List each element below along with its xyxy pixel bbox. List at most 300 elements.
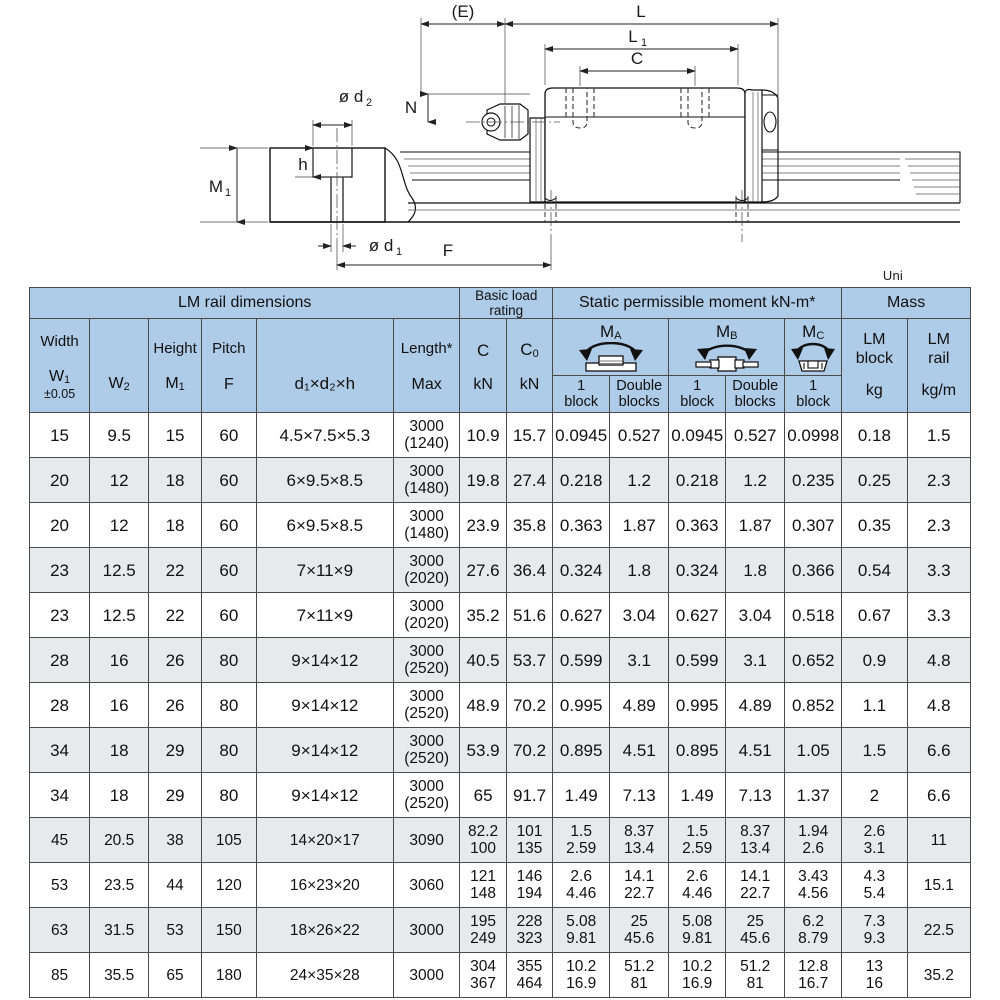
cell-line: 12.8 — [798, 957, 829, 975]
cell-ma-1block: 0.627 — [553, 593, 610, 638]
cell-line: 135 — [516, 840, 543, 858]
table-row — [30, 773, 971, 818]
cell-line: 4.56 — [798, 885, 829, 903]
cell-f: 60 — [201, 413, 256, 458]
cell-f: 60 — [201, 548, 256, 593]
cell-hole-dims: 7×11×9 — [256, 548, 393, 593]
cell-mc-1block — [785, 908, 842, 953]
cell-mb-double: 0.527 — [726, 413, 785, 458]
cell-length — [393, 638, 460, 683]
cell-ma-double: 4.89 — [610, 683, 669, 728]
col-header-c-unit: kN — [473, 375, 493, 393]
cell-w1: 23 — [30, 548, 90, 593]
cell-c: 40.5 — [460, 638, 506, 683]
group-header-lm-rail-dimensions: LM rail dimensions — [30, 288, 460, 319]
dim-label-L1-sub: 1 — [640, 37, 648, 49]
cell-length — [393, 548, 460, 593]
cell-w1: 28 — [30, 683, 90, 728]
col-header-pitch-symbol: F — [223, 375, 234, 393]
col-header-hole-dims — [256, 319, 393, 413]
cell-c: 35.2 — [460, 593, 506, 638]
col-header-c-label: C — [476, 340, 490, 360]
cell-line: 16 — [865, 975, 883, 993]
mc-moment-icon — [787, 342, 839, 372]
mb-moment-icon — [681, 342, 773, 372]
cell-mb-double: 4.51 — [726, 728, 785, 773]
cell-ma-double: 4.51 — [610, 728, 669, 773]
cell-w2: 12 — [90, 503, 149, 548]
group-header-row — [30, 288, 971, 319]
length-max: 3000 — [409, 643, 444, 661]
cell-mass-lm-block: 0.25 — [842, 458, 907, 503]
cell-w1: 53 — [30, 863, 90, 908]
length-max: 3000 — [409, 966, 444, 984]
cell-w1: 20 — [30, 503, 90, 548]
cell-w1: 20 — [30, 458, 90, 503]
cell-line: 249 — [470, 930, 497, 948]
cell-c: 48.9 — [460, 683, 506, 728]
cell-length — [393, 503, 460, 548]
cell-length — [393, 908, 460, 953]
cell-mc-1block: 1.05 — [785, 728, 842, 773]
cell-w2: 18 — [90, 728, 149, 773]
cell-mass-lm-rail: 3.3 — [907, 593, 970, 638]
cell-mass-lm-block: 0.67 — [842, 593, 907, 638]
ma-moment-icon — [565, 342, 657, 372]
col-header-lm-block-unit: kg — [865, 382, 883, 400]
cell-line: 2.59 — [566, 840, 597, 858]
length-max: 3000 — [409, 598, 444, 616]
cell-mb-double: 3.04 — [726, 593, 785, 638]
length-standard: (2520) — [404, 750, 450, 768]
cell-line: 14.1 — [624, 867, 655, 885]
cell-w2: 12 — [90, 458, 149, 503]
table-row — [30, 818, 971, 863]
cell-ma-double — [610, 863, 669, 908]
length-max: 3000 — [409, 508, 444, 526]
cell-line: 8.37 — [740, 822, 771, 840]
cell-mb-1block — [669, 818, 726, 863]
mb-double-l2: blocks — [734, 394, 776, 411]
cell-mc-1block: 0.366 — [785, 548, 842, 593]
col-header-c — [460, 319, 506, 413]
col-header-w2 — [90, 319, 149, 413]
col-header-length-symbol: Max — [411, 375, 442, 393]
col-header-lm-rail-unit: kg/m — [921, 382, 957, 400]
cell-length — [393, 773, 460, 818]
cell-w2: 31.5 — [90, 908, 149, 953]
cell-ma-1block: 0.218 — [553, 458, 610, 503]
cell-ma-double — [610, 818, 669, 863]
cell-mb-double: 3.1 — [726, 638, 785, 683]
length-max: 3000 — [409, 921, 444, 939]
cell-m1: 18 — [149, 458, 202, 503]
group-header-mass: Mass — [842, 288, 971, 319]
col-header-ma-double — [610, 376, 669, 413]
col-header-mc-symbol: MC — [802, 322, 825, 343]
cell-c0 — [506, 908, 552, 953]
cell-w2: 23.5 — [90, 863, 149, 908]
col-header-height-label: Height — [153, 339, 197, 357]
col-header-lm-block-l2: block — [855, 349, 894, 367]
col-header-height-symbol: M1 — [165, 375, 185, 394]
cell-mb-1block: 0.0945 — [669, 413, 726, 458]
cell-w2: 35.5 — [90, 953, 149, 998]
cell-mc-1block — [785, 863, 842, 908]
dim-label-d1: ø d — [368, 236, 394, 255]
cell-c0: 27.4 — [506, 458, 552, 503]
cell-mc-1block: 0.518 — [785, 593, 842, 638]
cell-mc-1block — [785, 953, 842, 998]
cell-c — [460, 818, 506, 863]
cell-line: 9.81 — [566, 930, 597, 948]
cell-w1: 15 — [30, 413, 90, 458]
ma-double-l1: Double — [616, 377, 663, 394]
col-header-hole-dims-symbol: d₁×d₂×h — [294, 374, 356, 394]
cell-c0: 70.2 — [506, 728, 552, 773]
length-standard: (2020) — [404, 570, 450, 588]
col-header-ma-symbol: MA — [599, 322, 622, 343]
cell-mc-1block — [785, 818, 842, 863]
cell-w2: 12.5 — [90, 593, 149, 638]
cell-length — [393, 953, 460, 998]
col-header-lm-rail-l2: rail — [928, 349, 950, 367]
mb-double-l1: Double — [732, 377, 779, 394]
cell-hole-dims: 6×9.5×8.5 — [256, 458, 393, 503]
cell-w2: 12.5 — [90, 548, 149, 593]
cell-line: 5.08 — [682, 912, 713, 930]
length-max: 3000 — [409, 463, 444, 481]
col-header-c0 — [506, 319, 552, 413]
cell-c: 23.9 — [460, 503, 506, 548]
cell-f: 150 — [201, 908, 256, 953]
cell-line: 16.9 — [682, 975, 713, 993]
col-header-mb-symbol: MB — [715, 322, 738, 343]
cell-mass-lm-rail: 2.3 — [907, 503, 970, 548]
col-header-mb-double — [726, 376, 785, 413]
drawing-svg — [0, 0, 1000, 282]
cell-c: 65 — [460, 773, 506, 818]
cell-line: 228 — [516, 912, 543, 930]
unit-note: Uni — [882, 268, 903, 283]
cell-hole-dims: 16×23×20 — [256, 863, 393, 908]
group-header-basic-load-rating: Basic load rating — [460, 288, 553, 319]
cell-mb-double: 7.13 — [726, 773, 785, 818]
table-row — [30, 413, 971, 458]
cell-hole-dims: 4.5×7.5×5.3 — [256, 413, 393, 458]
dim-label-h: h — [298, 155, 308, 174]
cell-m1: 38 — [149, 818, 202, 863]
cell-mass-lm-block: 2 — [842, 773, 907, 818]
cell-mb-1block: 0.895 — [669, 728, 726, 773]
cell-m1: 22 — [149, 548, 202, 593]
cell-line: 367 — [470, 975, 497, 993]
cell-w1: 34 — [30, 728, 90, 773]
cell-mass-lm-rail: 15.1 — [907, 863, 970, 908]
cell-line: 25 — [746, 912, 764, 930]
cell-m1: 65 — [149, 953, 202, 998]
cell-mb-1block — [669, 863, 726, 908]
cell-w1: 85 — [30, 953, 90, 998]
cell-hole-dims: 24×35×28 — [256, 953, 393, 998]
cell-hole-dims: 7×11×9 — [256, 593, 393, 638]
cell-line: 1.94 — [798, 822, 829, 840]
cell-f: 60 — [201, 593, 256, 638]
col-header-moment-ma — [553, 319, 669, 376]
cell-mc-1block: 1.37 — [785, 773, 842, 818]
cell-mb-1block: 0.995 — [669, 683, 726, 728]
length-standard: (2520) — [404, 705, 450, 723]
cell-line: 81 — [630, 975, 648, 993]
col-header-pitch-label: Pitch — [212, 339, 246, 357]
group-header-static-permissible-moment: Static permissible moment kN-m* — [553, 288, 842, 319]
cell-line: 16.7 — [798, 975, 829, 993]
dim-label-M1: M — [208, 177, 224, 196]
cell-ma-1block — [553, 863, 610, 908]
cell-c — [460, 908, 506, 953]
cell-w2: 16 — [90, 638, 149, 683]
length-max: 3000 — [409, 733, 444, 751]
cell-f: 80 — [201, 728, 256, 773]
cell-hole-dims: 9×14×12 — [256, 773, 393, 818]
cell-line: 51.2 — [624, 957, 655, 975]
cell-ma-1block: 0.895 — [553, 728, 610, 773]
spec-table-body — [30, 413, 971, 998]
dim-label-d2: ø d — [338, 87, 364, 106]
dim-label-L1: L — [628, 27, 638, 46]
cell-line: 323 — [516, 930, 543, 948]
cell-line: 2.6 — [570, 867, 592, 885]
col-header-lm-block-l1: LM — [863, 331, 886, 349]
cell-f: 80 — [201, 683, 256, 728]
cell-w1: 63 — [30, 908, 90, 953]
cell-line: 101 — [516, 822, 543, 840]
length-max: 3000 — [409, 688, 444, 706]
cell-mb-double — [726, 818, 785, 863]
cell-w2: 18 — [90, 773, 149, 818]
cell-ma-double — [610, 953, 669, 998]
cell-line: 121 — [470, 867, 497, 885]
cell-line: 14.1 — [740, 867, 771, 885]
cell-f: 80 — [201, 773, 256, 818]
cell-mb-double — [726, 863, 785, 908]
dim-label-F: F — [442, 241, 454, 260]
cell-line: 8.79 — [798, 930, 829, 948]
cell-mass-lm-rail: 3.3 — [907, 548, 970, 593]
cell-mass-lm-rail: 2.3 — [907, 458, 970, 503]
cell-ma-1block: 0.995 — [553, 683, 610, 728]
cell-line: 3.1 — [863, 840, 886, 858]
cell-mass-lm-block — [842, 908, 907, 953]
cell-mass-lm-rail: 4.8 — [907, 638, 970, 683]
cell-line: 4.3 — [863, 867, 886, 885]
cell-mass-lm-rail: 22.5 — [907, 908, 970, 953]
cell-line: 2.59 — [682, 840, 713, 858]
cell-ma-1block — [553, 953, 610, 998]
cell-line: 22.7 — [624, 885, 655, 903]
cell-mb-double: 4.89 — [726, 683, 785, 728]
cell-line: 51.2 — [740, 957, 771, 975]
cell-mb-1block: 0.627 — [669, 593, 726, 638]
col-header-moment-mc — [785, 319, 842, 376]
cell-mass-lm-block: 0.54 — [842, 548, 907, 593]
cell-c0: 53.7 — [506, 638, 552, 683]
cell-hole-dims: 9×14×12 — [256, 638, 393, 683]
cell-c0 — [506, 953, 552, 998]
col-header-ma-1block — [553, 376, 610, 413]
cell-m1: 22 — [149, 593, 202, 638]
cell-f: 180 — [201, 953, 256, 998]
ma-double-l2: blocks — [618, 394, 660, 411]
mb-1block-l2: block — [680, 394, 715, 411]
cell-mb-1block: 1.49 — [669, 773, 726, 818]
cell-line: 148 — [470, 885, 497, 903]
cell-line: 2.6 — [863, 822, 886, 840]
cell-line: 25 — [630, 912, 648, 930]
table-row — [30, 863, 971, 908]
cell-f: 80 — [201, 638, 256, 683]
cell-w1: 28 — [30, 638, 90, 683]
cell-line: 13.4 — [740, 840, 771, 858]
dim-label-M1-sub: 1 — [224, 187, 232, 199]
table-row — [30, 683, 971, 728]
cell-line: 2.6 — [686, 867, 708, 885]
cell-mass-lm-block — [842, 953, 907, 998]
col-header-c0-label: C0 — [520, 340, 539, 361]
cell-ma-1block: 1.49 — [553, 773, 610, 818]
table-row — [30, 503, 971, 548]
cell-mc-1block: 0.0998 — [785, 413, 842, 458]
cell-ma-double: 3.1 — [610, 638, 669, 683]
cell-line: 6.2 — [802, 912, 824, 930]
col-header-length — [393, 319, 460, 413]
cell-w1: 23 — [30, 593, 90, 638]
cell-hole-dims: 14×20×17 — [256, 818, 393, 863]
length-max: 3000 — [409, 778, 444, 796]
length-max: 3000 — [409, 418, 444, 436]
cell-c0 — [506, 818, 552, 863]
cell-mass-lm-block: 1.5 — [842, 728, 907, 773]
cell-mass-lm-block: 0.35 — [842, 503, 907, 548]
col-header-mb-1block — [669, 376, 726, 413]
cell-m1: 15 — [149, 413, 202, 458]
cell-mc-1block: 0.235 — [785, 458, 842, 503]
cell-m1: 29 — [149, 728, 202, 773]
cell-ma-1block: 0.324 — [553, 548, 610, 593]
cell-ma-double: 3.04 — [610, 593, 669, 638]
cell-line: 9.3 — [863, 930, 886, 948]
cell-mb-double — [726, 908, 785, 953]
length-standard: (2520) — [404, 795, 450, 813]
cell-f: 120 — [201, 863, 256, 908]
cell-ma-double: 7.13 — [610, 773, 669, 818]
cell-m1: 26 — [149, 638, 202, 683]
cell-mass-lm-block: 0.18 — [842, 413, 907, 458]
dim-label-d2-sub: 2 — [365, 97, 373, 109]
cell-c0: 36.4 — [506, 548, 552, 593]
cell-m1: 53 — [149, 908, 202, 953]
col-header-width-tolerance: ±0.05 — [43, 386, 76, 401]
cell-mc-1block: 0.652 — [785, 638, 842, 683]
cell-ma-double — [610, 908, 669, 953]
length-standard: (1480) — [404, 525, 450, 543]
cell-c — [460, 953, 506, 998]
cell-line: 9.81 — [682, 930, 713, 948]
table-row — [30, 458, 971, 503]
cell-line: 10.2 — [566, 957, 597, 975]
cell-mc-1block: 0.307 — [785, 503, 842, 548]
cell-line: 5.08 — [566, 912, 597, 930]
length-max: 3060 — [409, 876, 444, 894]
table-row — [30, 908, 971, 953]
cell-line: 146 — [516, 867, 543, 885]
cell-mb-1block — [669, 953, 726, 998]
cell-line: 1.5 — [686, 822, 708, 840]
ma-1block-l1: 1 — [577, 377, 586, 394]
cell-mass-lm-rail: 4.8 — [907, 683, 970, 728]
dim-label-d1-sub: 1 — [395, 246, 403, 258]
dim-label-L: L — [636, 2, 646, 21]
cell-f: 105 — [201, 818, 256, 863]
dim-label-N: N — [404, 98, 418, 117]
cell-line: 4.46 — [566, 885, 597, 903]
cell-mass-lm-rail: 6.6 — [907, 773, 970, 818]
length-standard: (1480) — [404, 480, 450, 498]
cell-ma-1block — [553, 818, 610, 863]
mc-1block-l1: 1 — [809, 377, 818, 394]
length-standard: (2020) — [404, 615, 450, 633]
cell-c: 19.8 — [460, 458, 506, 503]
cell-c0: 91.7 — [506, 773, 552, 818]
ma-1block-l2: block — [564, 394, 599, 411]
cell-mass-lm-rail: 11 — [907, 818, 970, 863]
subheader-row-names — [30, 319, 971, 376]
mb-1block-l1: 1 — [693, 377, 702, 394]
cell-ma-1block: 0.363 — [553, 503, 610, 548]
cell-w2: 9.5 — [90, 413, 149, 458]
cell-hole-dims: 18×26×22 — [256, 908, 393, 953]
cell-c — [460, 863, 506, 908]
mc-1block-l2: block — [796, 394, 831, 411]
cell-f: 60 — [201, 458, 256, 503]
cell-m1: 29 — [149, 773, 202, 818]
col-header-length-label: Length* — [400, 339, 453, 357]
cell-line: 304 — [470, 957, 497, 975]
cell-c0 — [506, 863, 552, 908]
cell-m1: 44 — [149, 863, 202, 908]
table-row — [30, 593, 971, 638]
cell-length — [393, 413, 460, 458]
cell-ma-double: 0.527 — [610, 413, 669, 458]
cell-line: 4.46 — [682, 885, 713, 903]
cell-w1: 45 — [30, 818, 90, 863]
cell-line: 464 — [516, 975, 543, 993]
cell-line: 45.6 — [740, 930, 771, 948]
cell-mass-lm-block: 0.9 — [842, 638, 907, 683]
cell-c0: 15.7 — [506, 413, 552, 458]
cell-c: 53.9 — [460, 728, 506, 773]
cell-line: 3.43 — [798, 867, 829, 885]
cell-mass-lm-rail: 35.2 — [907, 953, 970, 998]
cell-mass-lm-rail: 6.6 — [907, 728, 970, 773]
cell-mb-1block — [669, 908, 726, 953]
cell-hole-dims: 6×9.5×8.5 — [256, 503, 393, 548]
cell-mb-double: 1.87 — [726, 503, 785, 548]
cell-ma-1block — [553, 908, 610, 953]
cell-length — [393, 458, 460, 503]
spec-table — [29, 287, 971, 998]
cell-m1: 18 — [149, 503, 202, 548]
